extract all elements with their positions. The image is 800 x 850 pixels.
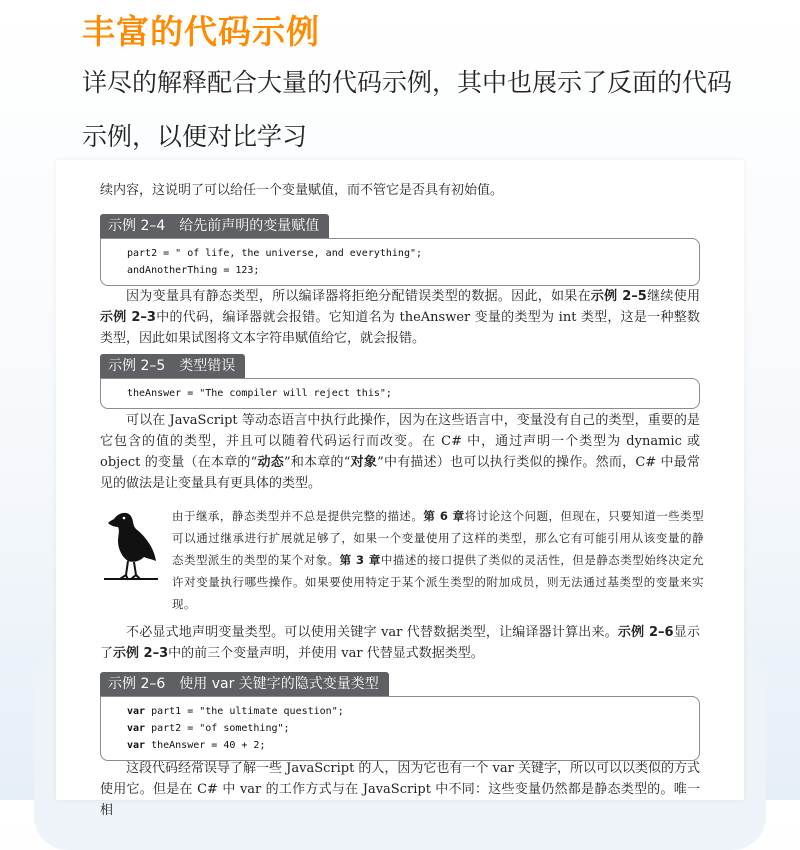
code-line: var part1 = "the ultimate question"; [127,706,344,717]
ref-example-2-3[interactable]: 示例 2–3 [113,646,169,661]
code-line: var part2 = "of something"; [127,723,290,734]
example-2-5 [100,354,700,409]
example-title [100,354,245,378]
paragraph-var: 不必显式地声明变量类型。可以使用关键字 var 代替数据类型，让编译器计算出来。示例 2–6显示了示例 2–3中的前三个变量声明，并使用 var 代替显式数据类型。 [100,625,700,661]
code-line: part2 = " of life, the universe, and everything"; [127,248,423,259]
code-block [100,378,700,409]
feature-subtitle: 详尽的解释配合大量的代码示例，其中也展示了反面的代码示例，以便对比学习 [82,68,733,151]
paragraph-static-type: 因为变量具有静态类型，所以编译器将拒绝分配错误类型的数据。因此，如果在示例 2–5继续使用示例 2–3中的代码，编译器就会报错。它知道名为 theAnswer 变量的类型为 int 类型，这是一种整数类型，因此如果试图将文本字符串赋值给它，就会报错。 [100,289,700,346]
code-keyword: var [127,706,146,717]
ref-example-2-6[interactable]: 示例 2–6 [617,625,674,640]
ref-example-2-3[interactable]: 示例 2–3 [100,310,156,325]
code-keyword: var [127,740,146,751]
code-block [100,238,700,286]
note-box [100,505,704,615]
ref-dynamic[interactable]: 动态 [257,455,284,470]
code-keyword: var [127,723,146,734]
example-title [100,214,329,238]
code-line: var theAnswer = 40 + 2; [127,740,266,751]
paragraph-dynamic-languages: 可以在 JavaScript 等动态语言中执行此操作，因为在这些语言中，变量没有自己的类型，重要的是它包含的值的类型，并且可以随着代码运行而改变。在 C# 中，通过声明一个类型为 dynamic 或 object 的变量（在本章的“动态”和本章的“对象”中有描述）也可以执行类似的操作。然而，C# 中最常见的做法是让变量具有更具体的类型。 [100,413,701,491]
example-number: 示例 2–6 [108,676,166,692]
ref-chapter-6[interactable]: 第 6 章 [423,509,465,523]
book-page [56,160,744,818]
feature-title: 丰富的代码示例 [82,12,320,51]
example-caption: 类型错误 [179,358,236,374]
ref-chapter-3[interactable]: 第 3 章 [339,553,381,567]
top-line: 续内容，这说明了可以给任一个变量赋值，而不管它是否具有初始值。 [100,183,504,198]
ref-object[interactable]: 对象 [350,455,378,470]
code-block [100,696,700,761]
note-text: 由于继承，静态类型并不总是提供完整的描述。第 6 章将讨论这个问题，但现在，只要知道一些类型可以通过继承进行扩展就足够了，如果一个变量使用了这样的类型，那么它有可能引用从该变量的静态类型派生的类型的某个对象。第 3 章中描述的接口提供了类似的灵活性，但是静态类型始终决定允许对变量执行哪些操作。如果要使用特定于某个派生类型的附加成员，则无法通过基类型的变量来实现。 [172,509,704,611]
ref-example-2-5[interactable]: 示例 2–5 [590,289,647,304]
example-caption: 使用 var 关键字的隐式变量类型 [179,676,379,692]
example-number: 示例 2–5 [108,358,166,374]
code-line: andAnotherThing = 123; [127,265,260,276]
example-title [100,672,389,696]
paragraph-js-var: 这段代码经常误导了解一些 JavaScript 的人，因为它也有一个 var 关键字，所以可以以类似的方式使用它。但是在 C# 中 var 的工作方式与在 JavaScript 中不同：这些变量仍然都是静态类型的。唯一相 [100,761,701,818]
example-2-4 [100,214,700,286]
crow-icon [100,509,160,583]
code-line: theAnswer = "The compiler will reject this"; [127,388,392,399]
example-caption: 给先前声明的变量赋值 [179,218,320,234]
example-2-6 [100,672,700,761]
example-number: 示例 2–4 [108,218,166,234]
